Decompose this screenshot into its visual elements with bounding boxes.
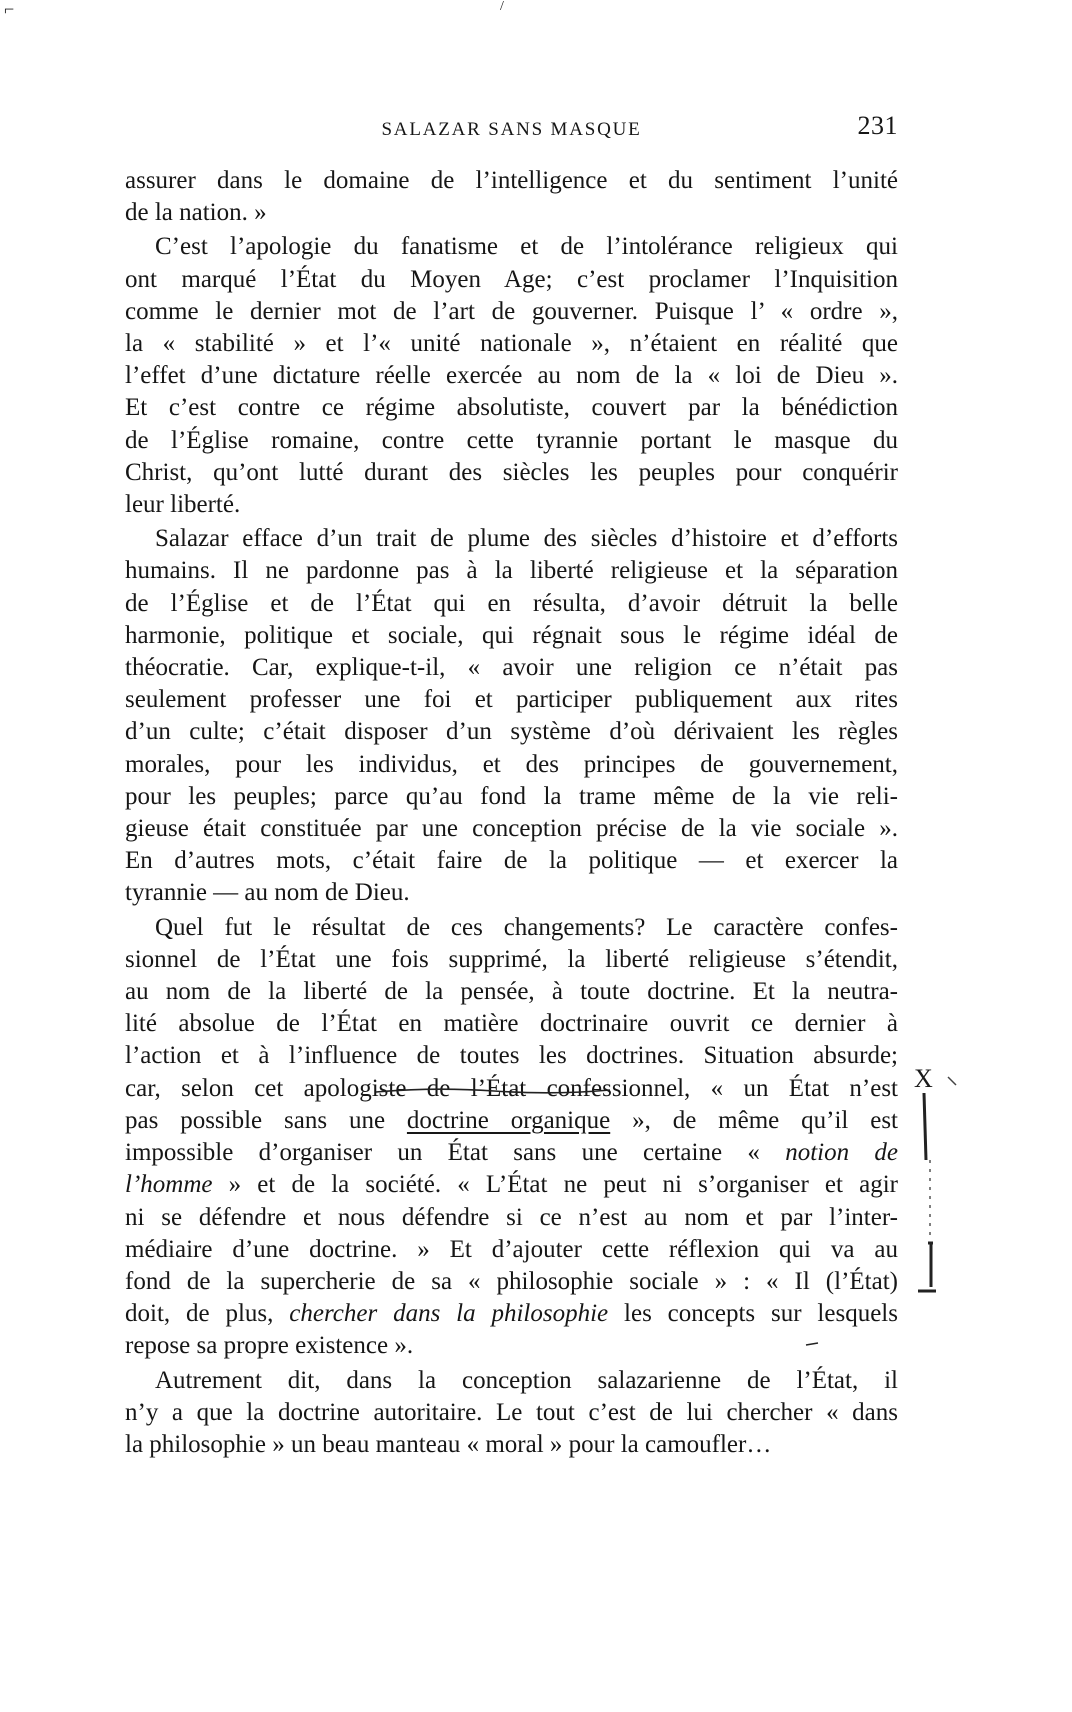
text-line: médiaire d’une doctrine. » Et d’ajouter cette réflexion qui va au: [125, 1235, 898, 1263]
ink-underline-mark: [374, 1085, 614, 1099]
text-line: gieuse était constituée par une conception précise de la vie sociale ».: [125, 815, 898, 843]
paragraph-5: [125, 1365, 898, 1462]
running-head-title: SALAZAR SANS MASQUE: [381, 119, 642, 140]
text-run: pas possible sans une: [125, 1106, 407, 1134]
text-line: sionnel de l’État une fois supprimé, la liberté religieuse s’étendit,: [125, 945, 898, 973]
text-line: n’y a que la doctrine autoritaire. Le tout c’est de lui chercher « dans: [125, 1398, 898, 1426]
text-line: tyrannie — au nom de Dieu.: [125, 879, 410, 907]
text-line: l’effet d’une dictature réelle exercée au nom de la « loi de Dieu ».: [125, 362, 898, 390]
text-line: au nom de la liberté de la pensée, à toute doctrine. Et la neutra-: [125, 978, 898, 1006]
italic-phrase: notion de: [785, 1139, 898, 1167]
text-line: Quel fut le résultat de ces changements? Le caractère confes-: [155, 913, 898, 941]
italic-phrase: chercher dans la philosophie: [289, 1300, 609, 1328]
underlined-phrase: doctrine organique: [406, 1106, 611, 1134]
paragraph-2: [125, 231, 898, 521]
scan-artifact-top-left: ⌐: [4, 0, 15, 19]
text-line: harmonie, politique et sociale, qui régnait sous le régime idéal de: [125, 621, 898, 649]
text-line: humains. Il ne pardonne pas à la liberté religieuse et la séparation: [125, 557, 898, 585]
text-line: seulement professer une foi et participer publiquement aux rites: [125, 686, 898, 714]
body-text: [125, 165, 898, 1461]
text-line: de l’Église et de l’État qui en résulta, d’avoir détruit la belle: [125, 589, 898, 617]
text-line: de la nation. »: [125, 199, 267, 227]
margin-bracket-upper: [924, 1093, 926, 1160]
text-line: Et c’est contre ce régime absolutiste, couvert par la bénédiction: [125, 394, 898, 422]
text-run: doit, de plus,: [125, 1300, 290, 1328]
text-line: d’un culte; c’était disposer d’un système d’où dérivaient les règles: [125, 718, 898, 746]
paragraph-3: [125, 523, 898, 909]
margin-bracket-lower: [918, 1243, 936, 1291]
margin-annotation: [900, 1065, 960, 1315]
text-line: comme le dernier mot de l’art de gouverner. Puisque l’ « ordre »,: [125, 297, 898, 325]
text-line: Christ, qu’ont lutté durant des siècles les peuples pour conquérir: [125, 458, 898, 486]
text-line: fond de la supercherie de sa « philosophie sociale » : « Il (l’État): [125, 1267, 898, 1295]
margin-tick: [948, 1077, 956, 1085]
text-run: » et de la société. « L’État ne peut ni s’organiser et agir: [212, 1171, 898, 1199]
text-line: l’action et à l’influence de toutes les doctrines. Situation absurde;: [125, 1042, 898, 1070]
text-line: [125, 1137, 898, 1169]
scan-artifact-top-center: /: [500, 0, 504, 14]
text-line: théocratie. Car, explique-t-il, « avoir une religion ce n’était pas: [125, 654, 898, 682]
text-run: », de même qu’il est: [610, 1106, 899, 1134]
text-line: ont marqué l’État du Moyen Age; c’est proclamer l’Inquisition: [125, 265, 898, 293]
text-line: En d’autres mots, c’était faire de la politique — et exercer la: [125, 847, 898, 875]
text-line: la philosophie » un beau manteau « moral » pour la camoufler…: [125, 1430, 772, 1458]
text-line: Autrement dit, dans la conception salazarienne de l’État, il: [155, 1366, 898, 1394]
text-run: impossible d’organiser un État sans une certaine «: [125, 1139, 786, 1167]
margin-x-mark: X: [914, 1065, 933, 1093]
text-line: morales, pour les individus, et des principes de gouvernement,: [125, 750, 898, 778]
text-line: [125, 1298, 898, 1330]
paragraph-4: [125, 912, 898, 1363]
italic-phrase: l’homme: [125, 1171, 213, 1199]
text-line: [125, 1169, 898, 1201]
text-line: assurer dans le domaine de l’intelligence et du sentiment l’unité: [125, 167, 898, 194]
text-line: ni se défendre et nous défendre si ce n’est au nom et par l’inter-: [125, 1203, 898, 1231]
text-line: repose sa propre existence ».: [125, 1332, 414, 1360]
text-line: leur liberté.: [125, 491, 241, 519]
text-line: [125, 1105, 898, 1137]
text-line: de l’Église romaine, contre cette tyrannie portant le masque du: [125, 426, 898, 454]
text-line: C’est l’apologie du fanatisme et de l’intolérance religieux qui: [155, 233, 898, 261]
text-line: la « stabilité » et l’« unité nationale », n’étaient en réalité que: [125, 330, 898, 358]
paragraph-1: [125, 165, 898, 229]
running-head: [125, 111, 898, 147]
text-line: car, selon cet apologiste de l’État confessionnel, « un État n’est: [125, 1074, 898, 1102]
text-run: les concepts sur lesquels: [608, 1300, 898, 1328]
text-line: pour les peuples; parce qu’au fond la trame même de la vie reli-: [125, 782, 898, 810]
text-line: lité absolue de l’État en matière doctrinaire ouvrit ce dernier à: [125, 1010, 898, 1038]
page-number: 231: [857, 111, 898, 140]
text-line: Salazar efface d’un trait de plume des siècles d’histoire et d’efforts: [155, 525, 898, 553]
ink-end-mark: [802, 1331, 822, 1351]
